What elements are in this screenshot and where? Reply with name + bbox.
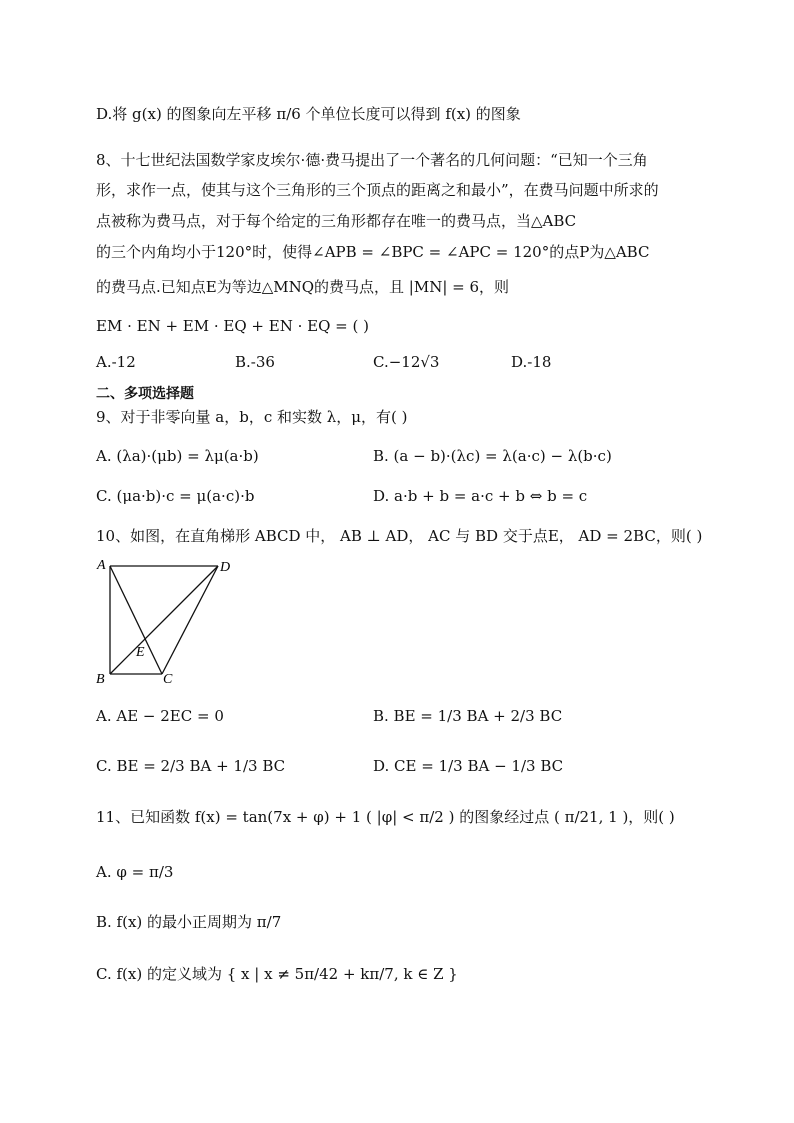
q8-line-2: 形，求作一点，使其与这个三角形的三个顶点的距离之和最小”，在费马问题中所求的 — [96, 181, 659, 199]
q9-option-c: C. (μa·b)·c = μ(a·c)·b — [96, 487, 255, 505]
prev-option-d: D.将 g(x) 的图象向左平移 π/6 个单位长度可以得到 f(x) 的图象 — [96, 105, 521, 123]
side-cd — [162, 566, 218, 674]
q9-stem: 9、对于非零向量 a，b，c 和实数 λ，μ，有( ) — [96, 408, 408, 426]
section-heading: 二、多项选择题 — [96, 386, 194, 402]
q8-option-d: D.-18 — [511, 353, 552, 371]
q8-line-6: EM · EN + EM · EQ + EN · EQ = ( ) — [96, 317, 369, 335]
q8-line-1: 8、十七世纪法国数学家皮埃尔·德·费马提出了一个著名的几何问题：“已知一个三角 — [96, 151, 648, 169]
q8-option-c: C.−12√3 — [373, 353, 440, 371]
point-label-e: E — [136, 645, 145, 660]
q11-option-c: C. f(x) 的定义域为 { x | x ≠ 5π/42 + kπ/7, k ∈ Z } — [96, 965, 458, 983]
q10-option-a: A. AE − 2EC = 0 — [96, 707, 224, 725]
q8-option-a: A.-12 — [96, 353, 136, 371]
q11-option-b: B. f(x) 的最小正周期为 π/7 — [96, 913, 282, 931]
q10-option-c: C. BE = 2/3 BA + 1/3 BC — [96, 757, 286, 775]
q10-stem: 10、如图，在直角梯形 ABCD 中， AB ⊥ AD， AC 与 BD 交于点E， AD = 2BC，则( ) — [96, 527, 703, 545]
vertex-label-a: A — [97, 558, 106, 573]
q8-line-5: 的费马点.已知点E为等边△MNQ的费马点，且 |MN| = 6，则 — [96, 278, 510, 296]
vertex-label-c: C — [163, 672, 173, 686]
vertex-label-b: B — [96, 672, 105, 686]
q9-option-a: A. (λa)·(μb) = λμ(a·b) — [96, 447, 259, 465]
q8-line-4: 的三个内角均小于120°时，使得∠APB = ∠BPC = ∠APC = 120°的点P为△ABC — [96, 243, 650, 261]
q8-option-b: B.-36 — [235, 353, 275, 371]
q9-option-b: B. (a − b)·(λc) = λ(a·c) − λ(b·c) — [373, 447, 612, 465]
q10-option-b: B. BE = 1/3 BA + 2/3 BC — [373, 707, 563, 725]
diagonal-bd — [110, 566, 218, 674]
q11-stem: 11、已知函数 f(x) = tan(7x + φ) + 1 ( |φ| < π/2 ) 的图象经过点 ( π/21, 1 )，则( ) — [96, 808, 675, 826]
vertex-label-d: D — [220, 560, 231, 575]
trapezoid-figure — [92, 556, 252, 686]
q9-option-d: D. a·b + b = a·c + b ⇔ b = c — [373, 487, 588, 505]
q11-option-a: A. φ = π/3 — [96, 863, 174, 881]
q10-option-d: D. CE = 1/3 BA − 1/3 BC — [373, 757, 564, 775]
q8-line-3: 点被称为费马点，对于每个给定的三角形都存在唯一的费马点，当△ABC — [96, 212, 577, 230]
